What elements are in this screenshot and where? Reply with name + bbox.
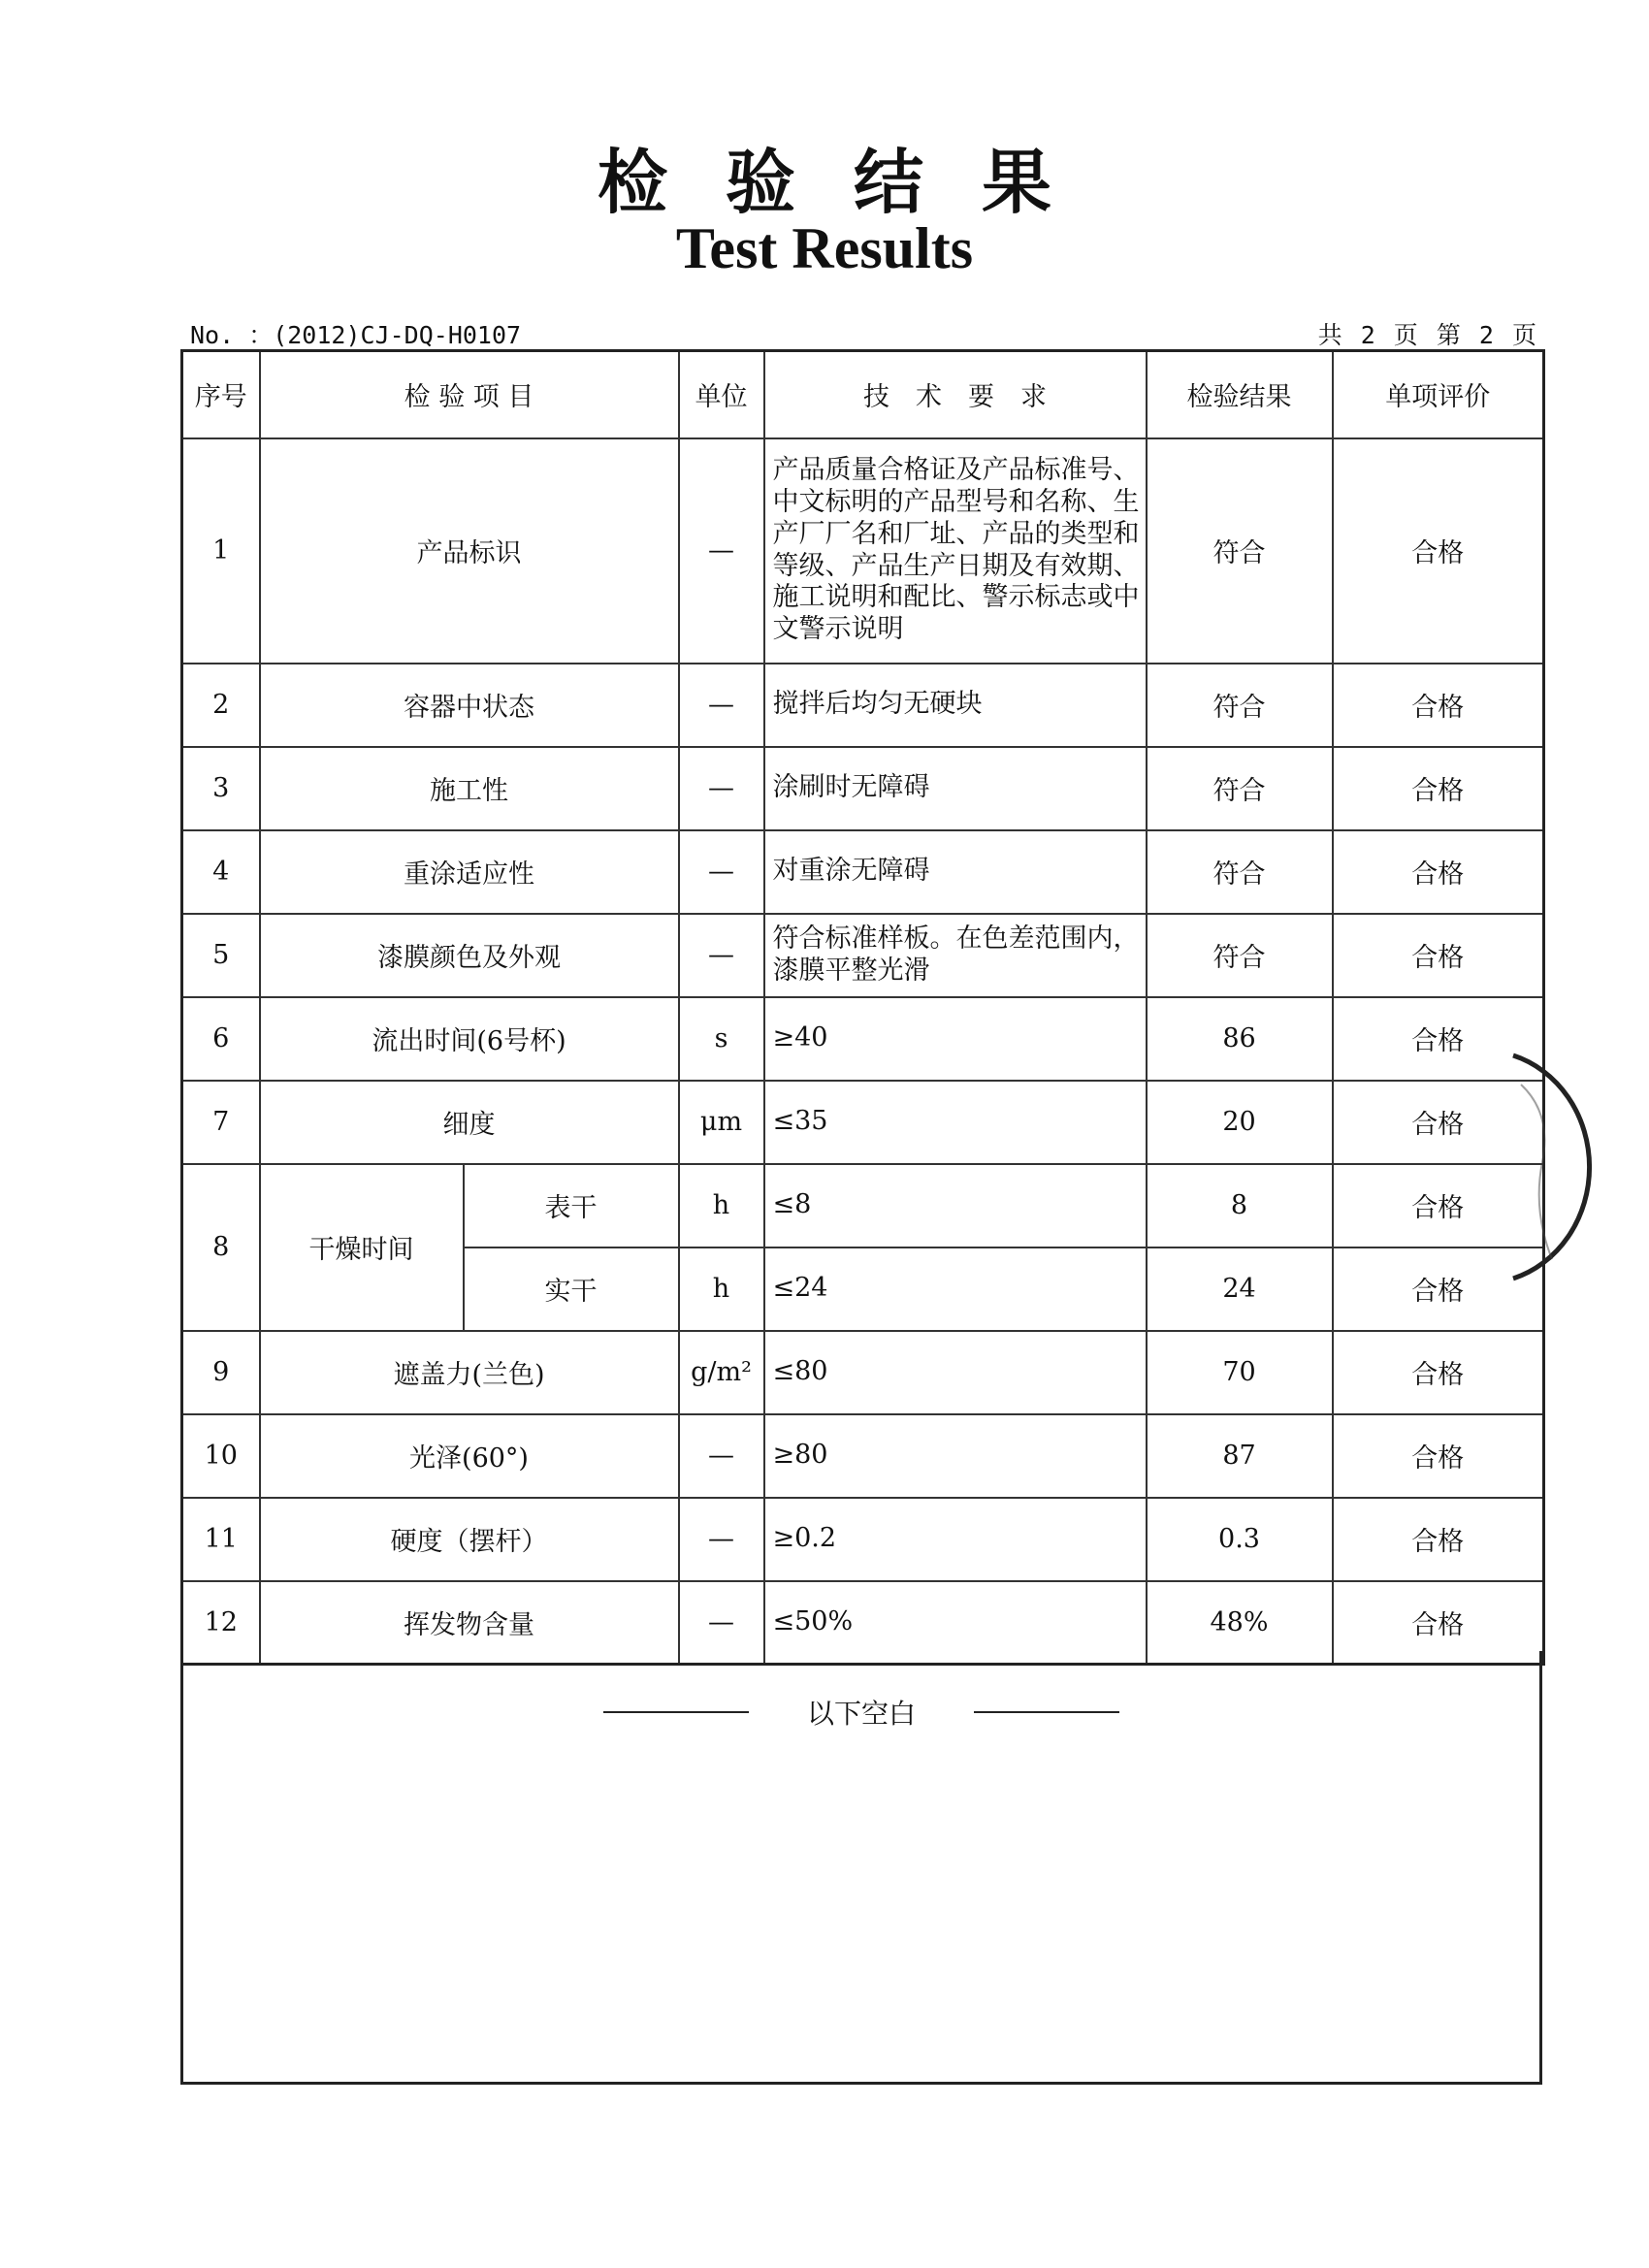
row-evaluation: 合格	[1333, 1498, 1544, 1581]
row-unit: —	[679, 1498, 764, 1581]
blank-note-text: 以下空白	[806, 1698, 916, 1730]
row-requirement: 对重涂无障碍	[764, 830, 1147, 914]
row-requirement: ≥40	[764, 997, 1147, 1081]
row-item: 细度	[260, 1081, 679, 1164]
row-no: 4	[182, 830, 260, 914]
row-result: 符合	[1147, 830, 1333, 914]
header-result: 检验结果	[1147, 351, 1333, 438]
row-unit: h	[679, 1164, 764, 1247]
row-unit: —	[679, 747, 764, 830]
header-no: 序号	[182, 351, 260, 438]
table-row	[182, 1414, 1544, 1498]
row-evaluation: 合格	[1333, 914, 1544, 997]
row-no: 9	[182, 1331, 260, 1414]
report-number: No. ：(2012)CJ-DQ-H0107	[190, 321, 522, 349]
row-result: 符合	[1147, 438, 1333, 664]
row-unit: —	[679, 664, 764, 747]
row-requirement: 产品质量合格证及产品标准号、中文标明的产品型号和名称、生产厂厂名和厂址、产品的类型和等级、产品生产日期及有效期、施工说明和配比、警示标志或中文警示说明	[764, 438, 1147, 664]
row-requirement: ≥80	[764, 1414, 1147, 1498]
row-unit: —	[679, 1414, 764, 1498]
row-unit: —	[679, 830, 764, 914]
row-unit: s	[679, 997, 764, 1081]
row-unit: g/m²	[679, 1331, 764, 1414]
row-requirement: ≤24	[764, 1247, 1147, 1331]
row-evaluation: 合格	[1333, 1081, 1544, 1164]
row-unit: μm	[679, 1081, 764, 1164]
table-row	[182, 438, 1544, 664]
row-result: 86	[1147, 997, 1333, 1081]
row-requirement: ≤35	[764, 1081, 1147, 1164]
row-evaluation: 合格	[1333, 997, 1544, 1081]
table-row	[182, 664, 1544, 747]
title-chinese: 检验结果	[597, 142, 1110, 223]
row-evaluation: 合格	[1333, 830, 1544, 914]
row-result: 24	[1147, 1247, 1333, 1331]
table-row	[182, 1081, 1544, 1164]
row-requirement: ≤50%	[764, 1581, 1147, 1665]
header-unit: 单位	[679, 351, 764, 438]
row-item: 容器中状态	[260, 664, 679, 747]
row-item: 施工性	[260, 747, 679, 830]
row-item: 流出时间(6号杯)	[260, 997, 679, 1081]
row-no: 3	[182, 747, 260, 830]
row-item: 干燥时间	[260, 1164, 464, 1331]
row-item: 重涂适应性	[260, 830, 679, 914]
row-result: 87	[1147, 1414, 1333, 1498]
row-item: 漆膜颜色及外观	[260, 914, 679, 997]
row-result: 0.3	[1147, 1498, 1333, 1581]
row-item: 遮盖力(兰色)	[260, 1331, 679, 1414]
row-requirement: ≤80	[764, 1331, 1147, 1414]
row-no: 5	[182, 914, 260, 997]
row-evaluation: 合格	[1333, 1581, 1544, 1665]
row-no: 6	[182, 997, 260, 1081]
row-evaluation: 合格	[1333, 1247, 1544, 1331]
dash-line-left	[603, 1711, 749, 1713]
row-no: 11	[182, 1498, 260, 1581]
row-result: 8	[1147, 1164, 1333, 1247]
table-row	[182, 1331, 1544, 1414]
row-unit: —	[679, 914, 764, 997]
row-result: 符合	[1147, 914, 1333, 997]
row-item: 挥发物含量	[260, 1581, 679, 1665]
row-result: 符合	[1147, 664, 1333, 747]
row-no: 12	[182, 1581, 260, 1665]
row-result: 48%	[1147, 1581, 1333, 1665]
row-requirement: ≤8	[764, 1164, 1147, 1247]
row-subitem: 实干	[464, 1247, 679, 1331]
header-item: 检 验 项 目	[260, 351, 679, 438]
row-evaluation: 合格	[1333, 1414, 1544, 1498]
row-evaluation: 合格	[1333, 1331, 1544, 1414]
row-no: 8	[182, 1164, 260, 1331]
row-evaluation: 合格	[1333, 438, 1544, 664]
row-item: 光泽(60°)	[260, 1414, 679, 1498]
row-subitem: 表干	[464, 1164, 679, 1247]
row-no: 10	[182, 1414, 260, 1498]
row-evaluation: 合格	[1333, 664, 1544, 747]
header-requirement: 技 术 要 求	[764, 351, 1147, 438]
row-evaluation: 合格	[1333, 747, 1544, 830]
row-no: 1	[182, 438, 260, 664]
results-table	[180, 349, 1545, 1666]
seal-stamp-icon	[1494, 1036, 1649, 1298]
row-result: 20	[1147, 1081, 1333, 1164]
row-result: 符合	[1147, 747, 1333, 830]
table-row	[182, 1498, 1544, 1581]
row-unit: h	[679, 1247, 764, 1331]
header-row	[182, 351, 1544, 438]
table-row	[182, 997, 1544, 1081]
row-result: 70	[1147, 1331, 1333, 1414]
row-no: 7	[182, 1081, 260, 1164]
row-unit: —	[679, 438, 764, 664]
table-row	[182, 747, 1544, 830]
table-row	[182, 1164, 1544, 1247]
dash-line-right	[974, 1711, 1119, 1713]
row-requirement: ≥0.2	[764, 1498, 1147, 1581]
row-requirement: 搅拌后均匀无硬块	[764, 664, 1147, 747]
title-english: Test Results	[675, 216, 974, 280]
row-item: 产品标识	[260, 438, 679, 664]
row-requirement: 符合标准样板。在色差范围内，漆膜平整光滑	[764, 914, 1147, 997]
page-info: 共 2 页 第 2 页	[1317, 321, 1538, 349]
row-evaluation: 合格	[1333, 1164, 1544, 1247]
blank-note	[180, 1693, 1542, 1732]
table-row	[182, 914, 1544, 997]
row-item: 硬度（摆杆）	[260, 1498, 679, 1581]
table-row	[182, 830, 1544, 914]
row-requirement: 涂刷时无障碍	[764, 747, 1147, 830]
row-unit: —	[679, 1581, 764, 1665]
row-no: 2	[182, 664, 260, 747]
header-evaluation: 单项评价	[1333, 351, 1544, 438]
